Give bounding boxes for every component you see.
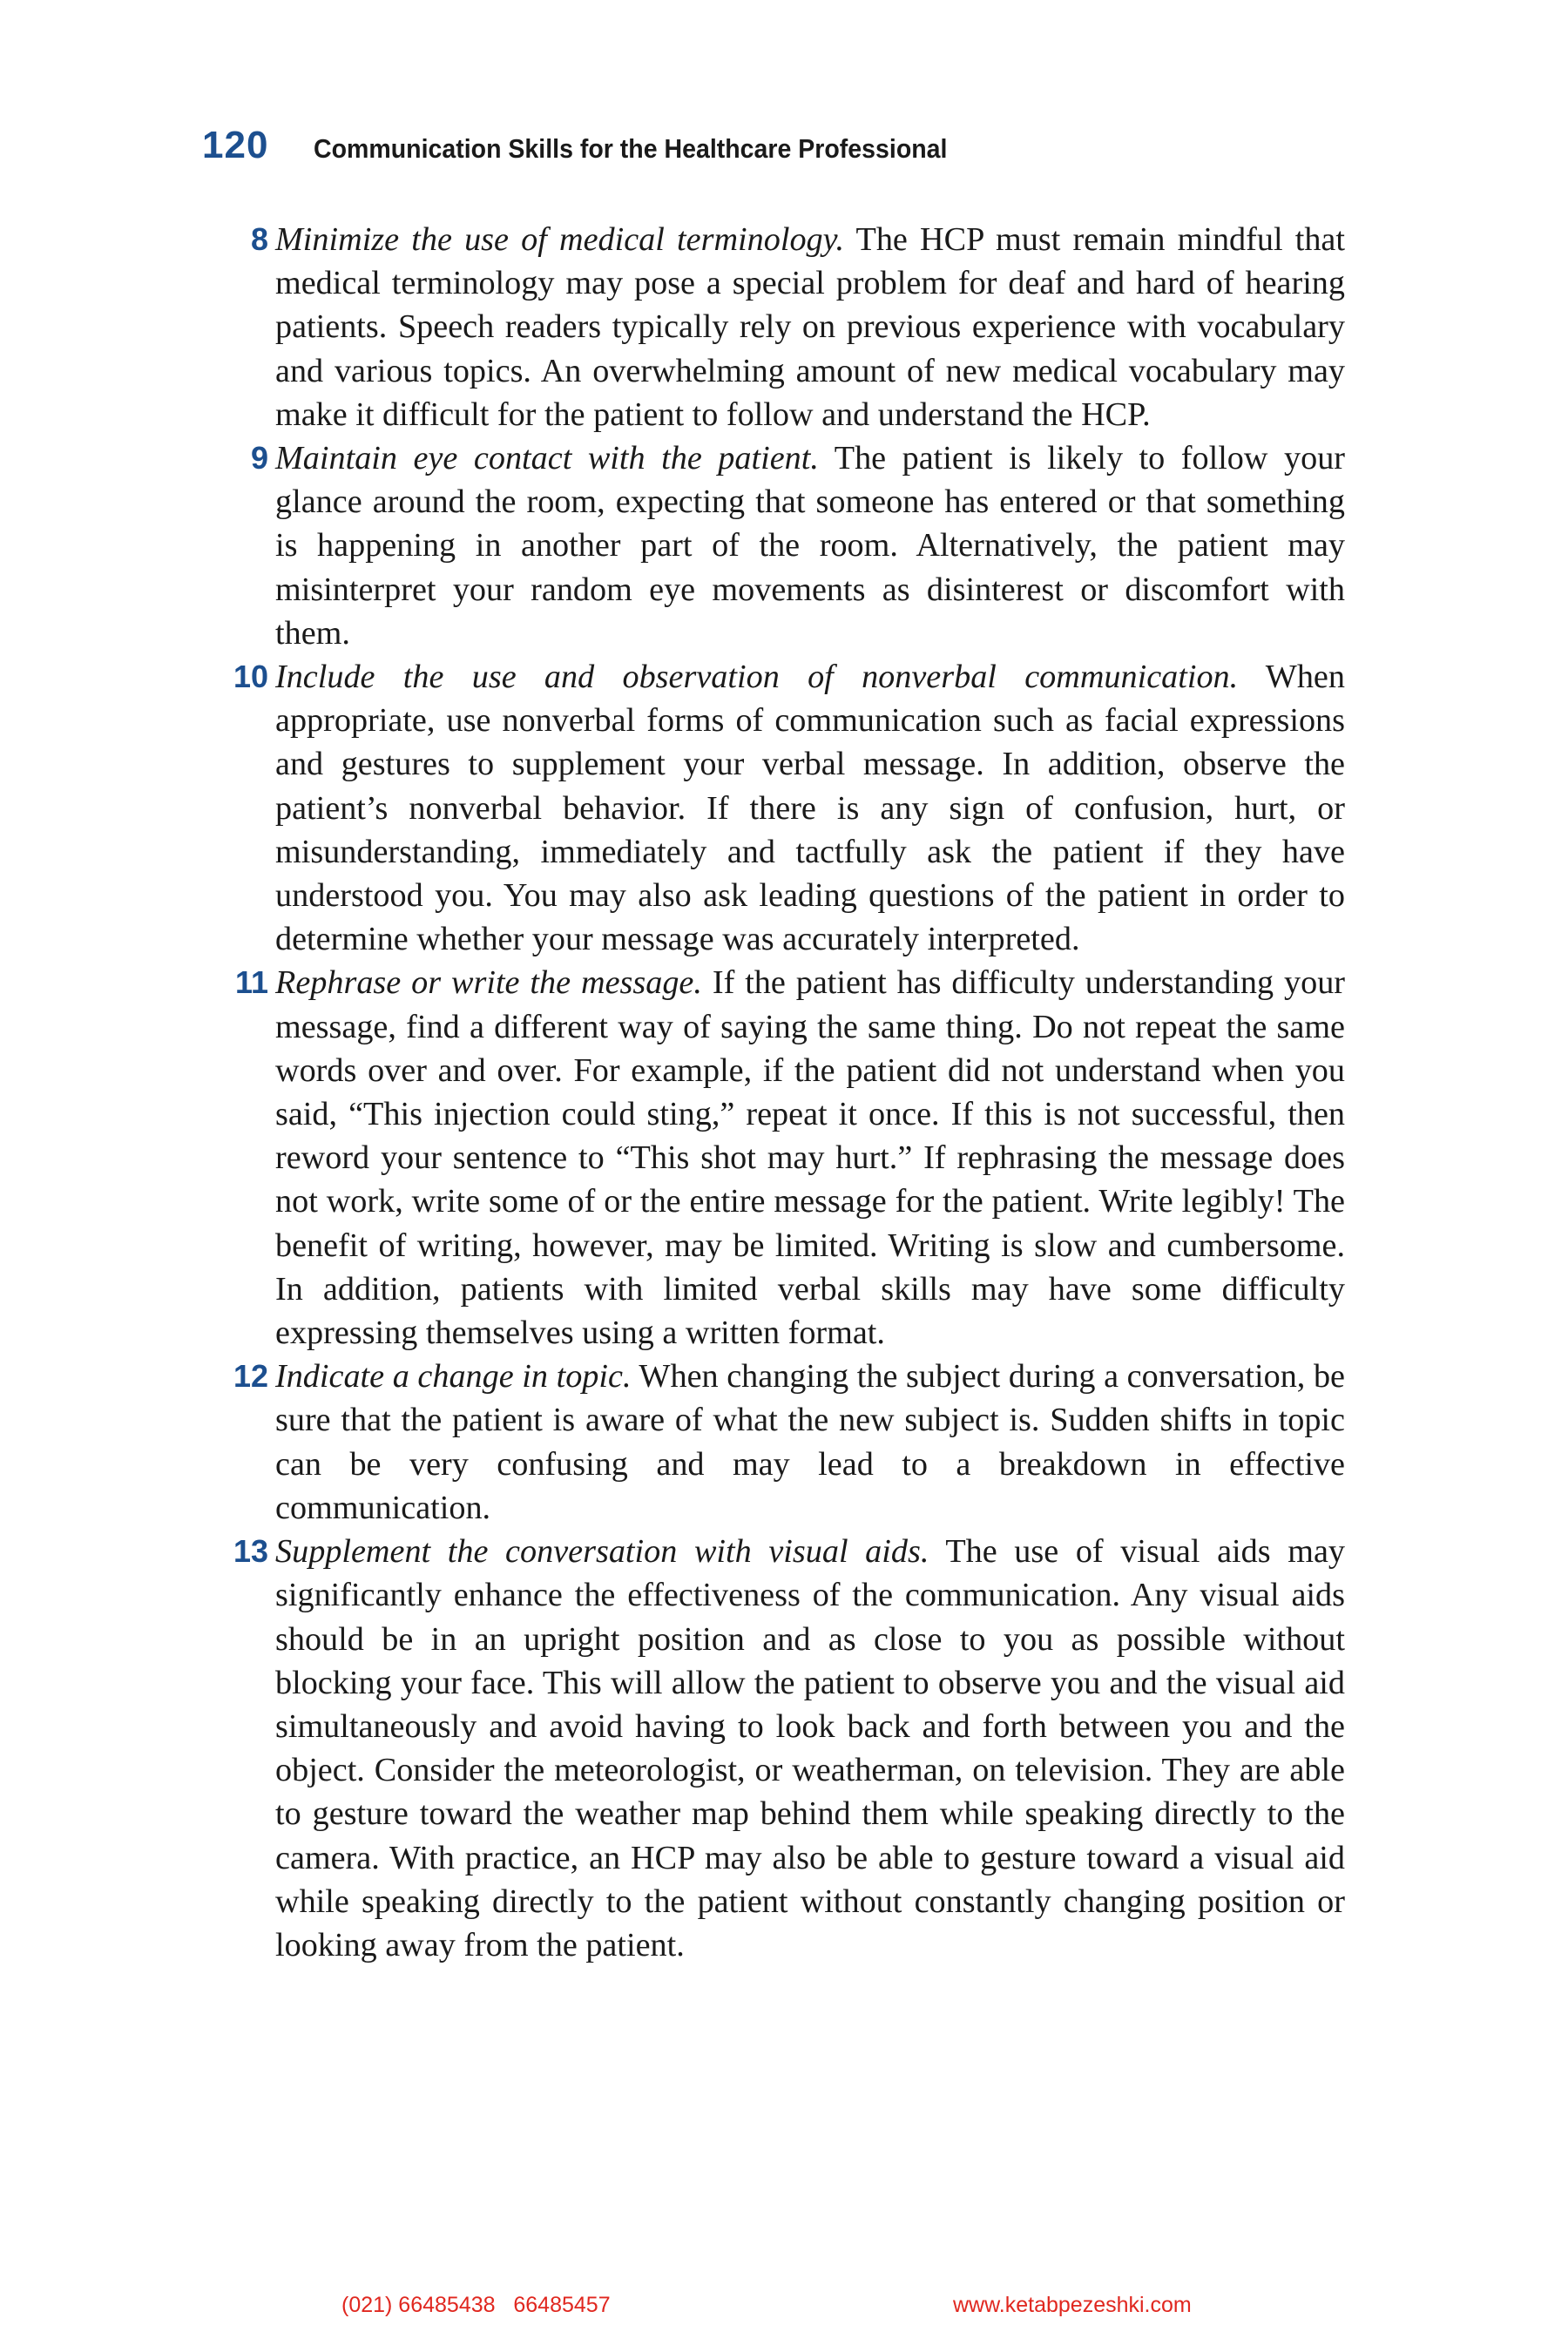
list-item [202, 218, 1345, 436]
item-lead: Minimize the use of medical terminology. [275, 221, 845, 258]
item-text [275, 961, 1345, 1355]
list-item [202, 655, 1345, 961]
item-body: When appropriate, use nonverbal forms of communication such as facial expressions and gestures to supplement your verbal message. In addition, observe the patient’s nonverbal behavior. If there is any sign of confusion, hurt, or misunderstanding, immediately and tactfully ask the patient if they have understood you. You may also ask leading questions of the patient in order to determine whether your message was accurately interpreted. [275, 659, 1345, 958]
item-text [275, 218, 1345, 436]
list-item [202, 1530, 1345, 1967]
item-text [275, 1355, 1345, 1530]
list-item [202, 961, 1345, 1355]
running-title: Communication Skills for the Healthcare Professional [314, 133, 948, 164]
list-item [202, 436, 1345, 655]
item-number: 11 [234, 964, 268, 1001]
item-number: 12 [233, 1358, 268, 1395]
item-lead: Maintain eye contact with the patient. [275, 440, 819, 477]
item-number: 10 [233, 659, 268, 695]
item-body: If the patient has difficulty understanding your message, find a different way of saying the same thing. Do not repeat the same words over and over. For example, if the patient did not understand when you said, “This injection could sting,” repeat it once. If this is not successful, then reword your sentence to “This shot may hurt.” If rephrasing the message does not work, write some of or the entire message for the patient. Write legibly! The benefit of writing, however, may be limited. Writing is slow and cumbersome. In addition, patients with limited verbal skills may have some difficulty expressing themselves using a written format. [275, 964, 1346, 1352]
item-number: 9 [250, 440, 268, 476]
list-item [202, 1355, 1345, 1530]
item-body: The HCP must remain mindful that medical terminology may pose a special problem for deaf and hard of hearing patients. Speech readers typically rely on previous experience with vocabulary and various topics. An overwhelming amount of new medical vocabulary may make it difficult for the patient to follow and understand the HCP. [275, 221, 1345, 433]
item-body: The patient is likely to follow your glance around the room, expecting that someone has entered or that something is happening in another part of the room. Alternatively, the patient may misinterpret your random eye movements as disinterest or discomfort with them. [275, 440, 1346, 652]
footer-url[interactable]: www.ketabpezeshki.com [953, 2293, 1192, 2317]
item-lead: Supplement the conversation with visual aids. [275, 1533, 929, 1571]
item-number: 8 [250, 221, 268, 257]
item-text [275, 655, 1345, 961]
page-header [202, 124, 1003, 167]
page-number: 120 [202, 124, 269, 166]
item-lead: Indicate a change in topic. [275, 1358, 632, 1396]
item-text [275, 1530, 1345, 1967]
item-number: 13 [233, 1533, 268, 1570]
item-lead: Rephrase or write the message. [275, 964, 702, 1002]
item-body: The use of visual aids may significantly enhance the effectiveness of the communication. Any visual aids should be in an upright position and as close to you as possible without blocking your face. This will allow the patient to observe you and the visual aid simultaneously and avoid having to look back and forth between you and the object. Consider the meteorologist, or weatherman, on television. They are able to gesture toward the weather map behind them while speaking directly to the camera. With practice, an HCP may also be able to gesture toward a visual aid while speaking directly to the patient without constantly changing position or looking away from the patient. [275, 1533, 1345, 1963]
item-text [275, 436, 1345, 655]
footer-phone: (021) 66485438 66485457 [341, 2293, 611, 2317]
item-body: When changing the subject during a conversation, be sure that the patient is aware of what the new subject is. Sudden shifts in topic can be very confusing and may lead to a breakdown in effective communication. [275, 1358, 1345, 1526]
item-lead: Include the use and observation of nonverbal communication. [275, 659, 1239, 696]
numbered-list [202, 218, 1345, 1967]
